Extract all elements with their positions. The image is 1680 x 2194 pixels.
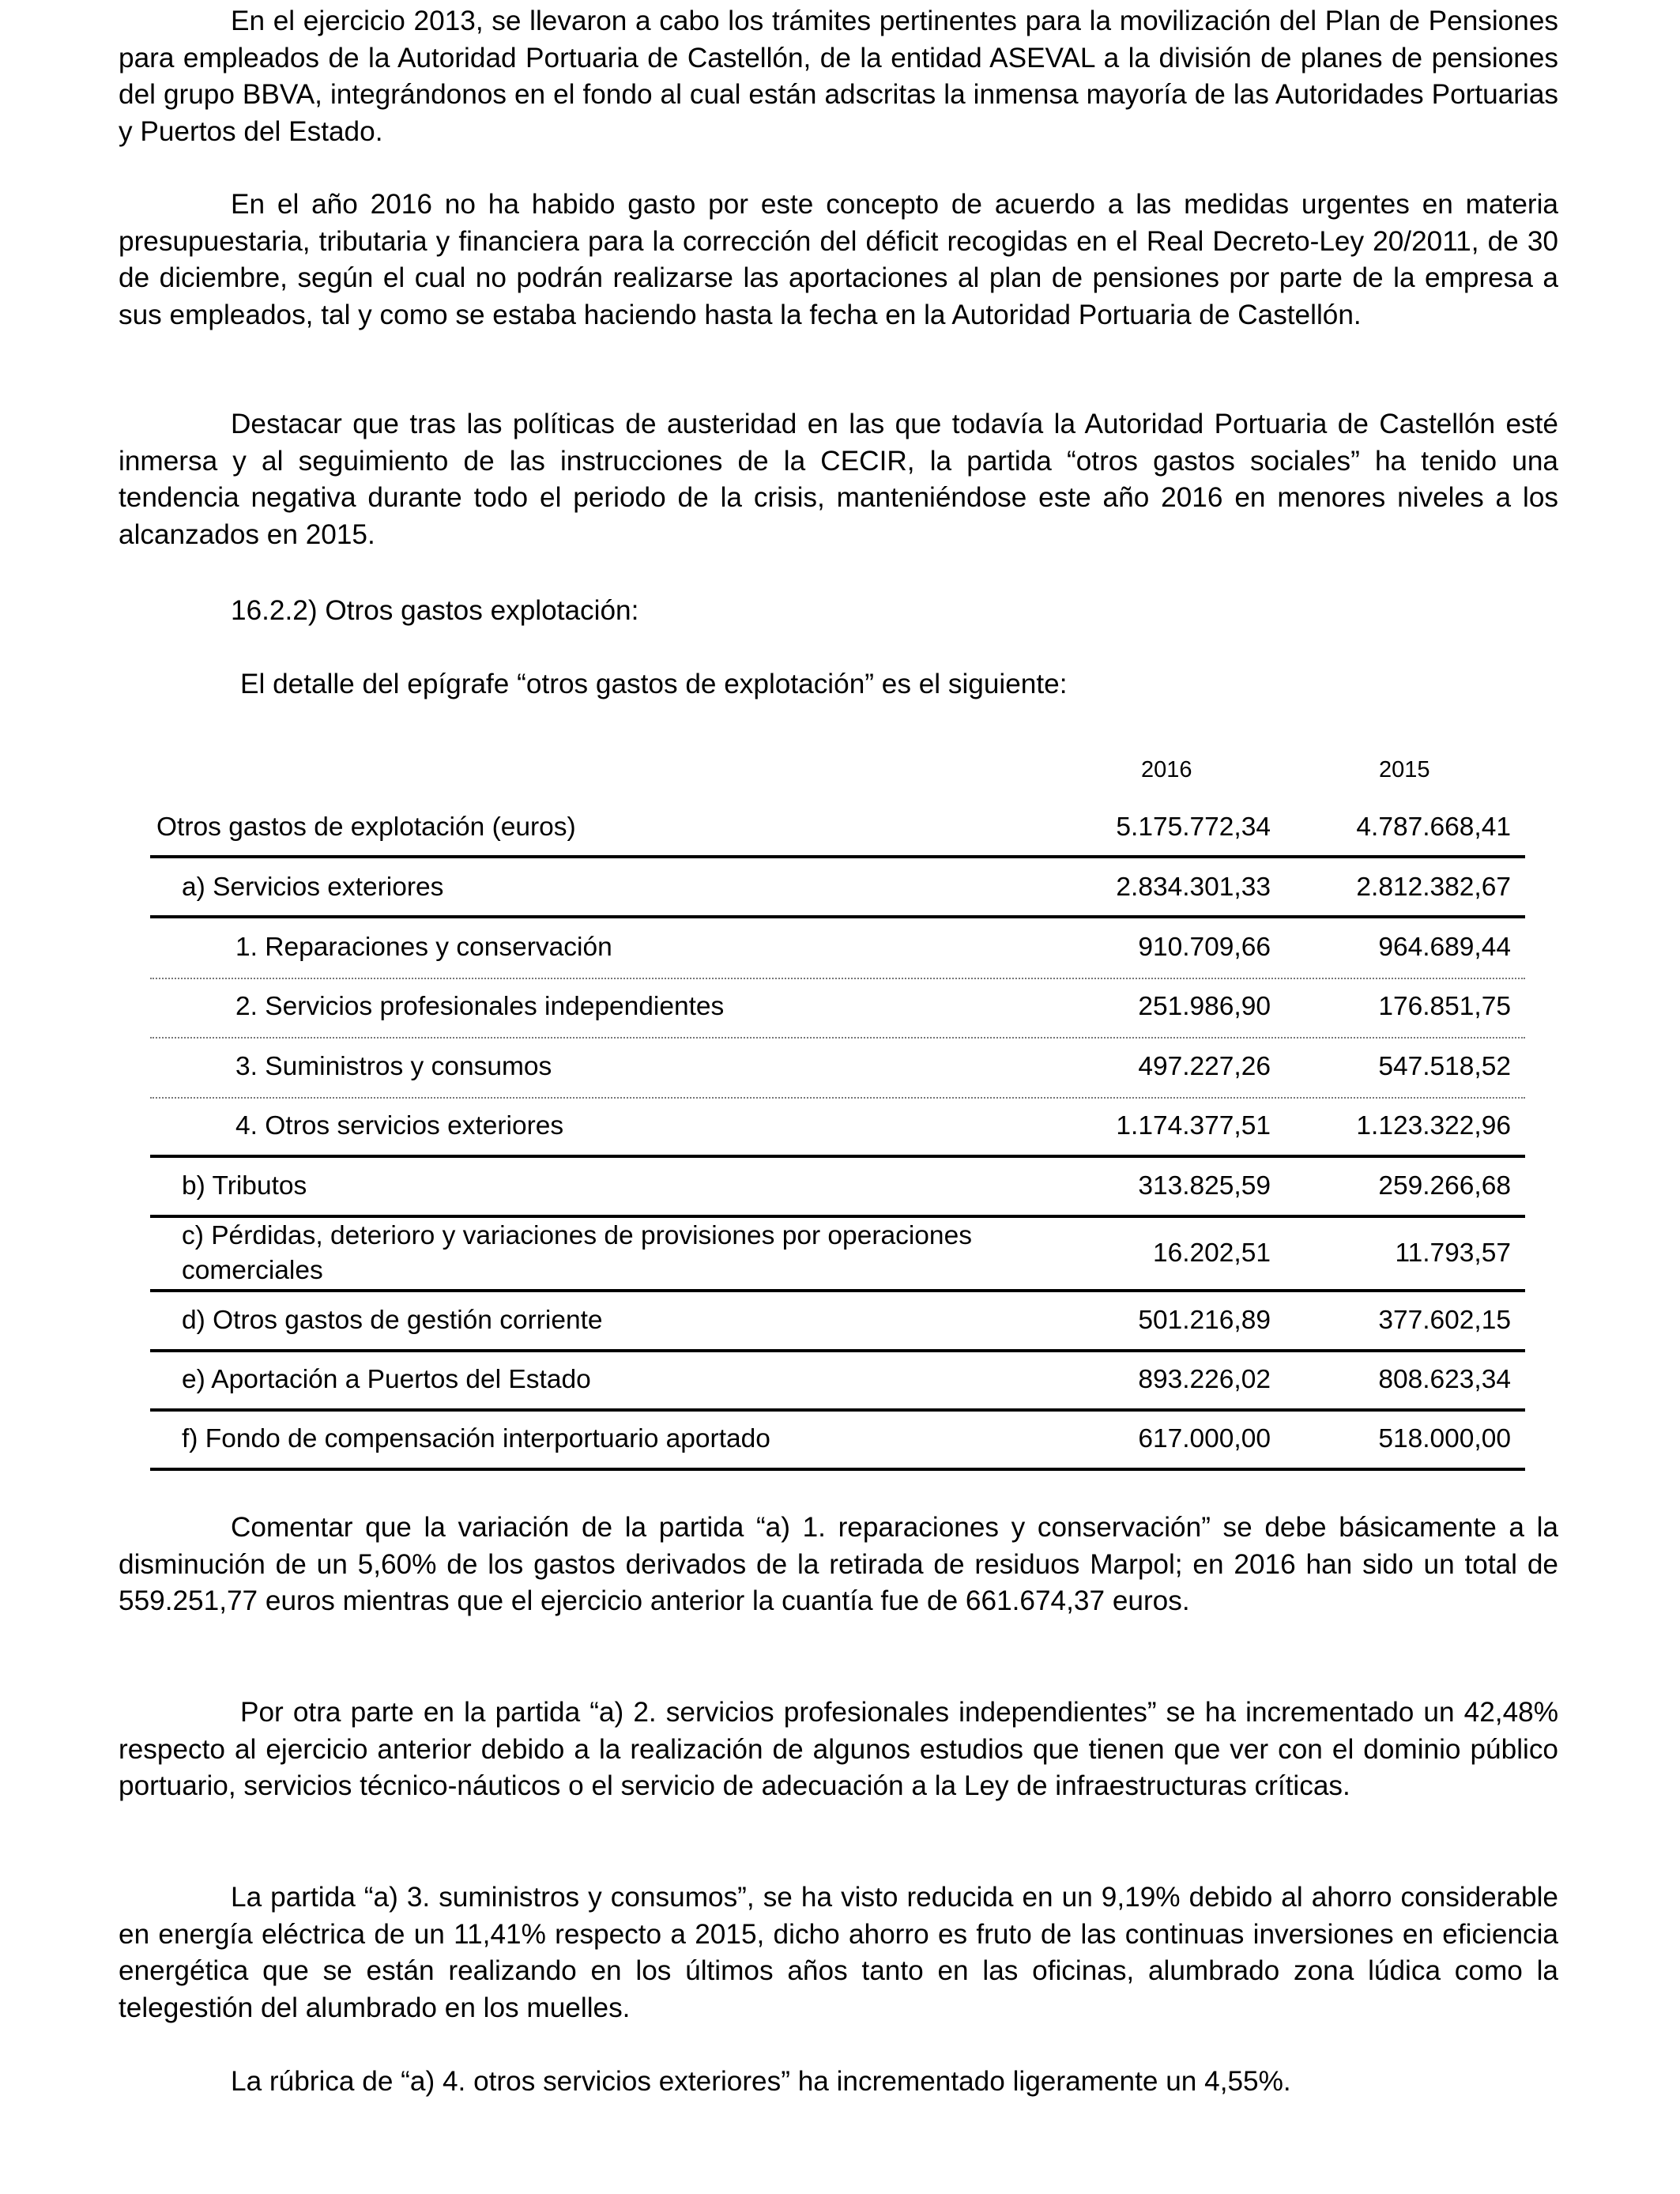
value-2015: 547.518,52	[1378, 1052, 1511, 1081]
value-2015: 1.123.322,96	[1356, 1111, 1511, 1140]
value-2016: 2.834.301,33	[1116, 873, 1271, 902]
value-2016: 1.174.377,51	[1116, 1111, 1271, 1140]
paragraph-austerity: Destacar que tras las políticas de austeridad en las que todavía la Autoridad Portuaria de Castellón esté inmersa y al seguimiento de las instrucciones de la CECIR, la partida “otros gastos sociales” ha tenido una tendencia negativa durante todo el periodo de la crisis, manteniéndose este año 2016 en menores niveles a los alcanzados en 2015.	[119, 409, 1558, 550]
table-rule	[150, 1349, 1525, 1352]
table-rule	[150, 1037, 1525, 1039]
value-2016: 893.226,02	[1138, 1365, 1271, 1394]
value-2015: 964.689,44	[1378, 933, 1511, 962]
paragraph-repairs: Comentar que la variación de la partida “a) 1. reparaciones y conservación” se debe básicamente a la disminución de un 5,60% de los gastos derivados de la retirada de residuos Marpol; en 2016 han sido un total de 559.251,77 euros mientras que el ejercicio anterior la cuantía fue de 661.674,37 euros.	[119, 1512, 1558, 1616]
row-label-continued: comerciales	[182, 1256, 323, 1285]
value-2016: 16.202,51	[1152, 1238, 1271, 1268]
value-2016: 5.175.772,34	[1116, 812, 1271, 842]
value-2015: 377.602,15	[1378, 1306, 1511, 1335]
value-2015: 259.266,68	[1378, 1171, 1511, 1201]
table-intro: El detalle del epígrafe “otros gastos de explotación” es el siguiente:	[240, 669, 1068, 699]
value-2016: 910.709,66	[1138, 933, 1271, 962]
value-2016: 501.216,89	[1138, 1306, 1271, 1335]
column-header-2015: 2015	[1379, 757, 1430, 782]
value-2016: 497.227,26	[1138, 1052, 1271, 1081]
paragraph-other-services: La rúbrica de “a) 4. otros servicios exteriores” ha incrementado ligeramente un 4,55%.	[231, 2066, 1291, 2097]
row-label: 4. Otros servicios exteriores	[235, 1111, 564, 1140]
paragraph-pension-plan: En el ejercicio 2013, se llevaron a cabo los trámites pertinentes para la movilización del Plan de Pensiones para empleados de la Autoridad Portuaria de Castellón, de la entidad ASEVAL a la división de planes de pensiones del grupo BBVA, integrándonos en el fondo al cual están adscritas la inmensa mayoría de las Autoridades Portuarias y Puertos del Estado.	[119, 6, 1558, 147]
table-rule	[150, 1289, 1525, 1292]
row-label: Otros gastos de explotación (euros)	[156, 812, 576, 842]
table-rule	[150, 1408, 1525, 1412]
row-label: d) Otros gastos de gestión corriente	[182, 1306, 603, 1335]
row-label: e) Aportación a Puertos del Estado	[182, 1365, 591, 1394]
value-2015: 4.787.668,41	[1356, 812, 1511, 842]
value-2015: 2.812.382,67	[1356, 873, 1511, 902]
value-2015: 518.000,00	[1378, 1424, 1511, 1453]
table-rule	[150, 1215, 1525, 1218]
row-label: 3. Suministros y consumos	[235, 1052, 552, 1081]
table-rule	[150, 1155, 1525, 1158]
row-label: f) Fondo de compensación interportuario aportado	[182, 1424, 770, 1453]
paragraph-2016-no-expense: En el año 2016 no ha habido gasto por este concepto de acuerdo a las medidas urgentes en materia presupuestaria, tributaria y financiera para la corrección del déficit recogidas en el Real Decreto-Ley 20/2011, de 30 de diciembre, según el cual no podrán realizarse las aportaciones al plan de pensiones por parte de la empresa a sus empleados, tal y como se estaba haciendo hasta la fecha en la Autoridad Portuaria de Castellón.	[119, 189, 1558, 330]
table-rule	[150, 1097, 1525, 1099]
table-rule	[150, 1468, 1525, 1471]
section-heading: 16.2.2) Otros gastos explotación:	[231, 595, 639, 626]
row-label: 1. Reparaciones y conservación	[235, 933, 612, 962]
row-label: c) Pérdidas, deterioro y variaciones de provisiones por operaciones	[182, 1221, 972, 1250]
paragraph-supplies: La partida “a) 3. suministros y consumos”, se ha visto reducida en un 9,19% debido al ahorro considerable en energía eléctrica de un 11,41% respecto a 2015, dicho ahorro es fruto de las continuas inversiones en eficiencia energética que se están realizando en los últimos años tanto en las oficinas, alumbrado zona lúdica como la telegestión del alumbrado en los muelles.	[119, 1882, 1558, 2023]
row-label: 2. Servicios profesionales independientes	[235, 992, 725, 1021]
paragraph-professional-services: Por otra parte en la partida “a) 2. servicios profesionales independientes” se ha incrementado un 42,48% respecto al ejercicio anterior debido a la realización de algunos estudios que tienen que ver con el dominio público portuario, servicios técnico-náuticos o el servicio de adecuación a la Ley de infraestructuras críticas.	[119, 1697, 1558, 1801]
table-rule	[150, 855, 1525, 858]
row-label: a) Servicios exteriores	[182, 873, 444, 902]
column-header-2016: 2016	[1141, 757, 1192, 782]
value-2015: 176.851,75	[1378, 992, 1511, 1021]
value-2015: 808.623,34	[1378, 1365, 1511, 1394]
value-2016: 313.825,59	[1138, 1171, 1271, 1201]
table-rule	[150, 915, 1525, 918]
value-2016: 251.986,90	[1138, 992, 1271, 1021]
value-2016: 617.000,00	[1138, 1424, 1271, 1453]
row-label: b) Tributos	[182, 1171, 307, 1201]
value-2015: 11.793,57	[1395, 1238, 1511, 1268]
table-rule	[150, 978, 1525, 979]
